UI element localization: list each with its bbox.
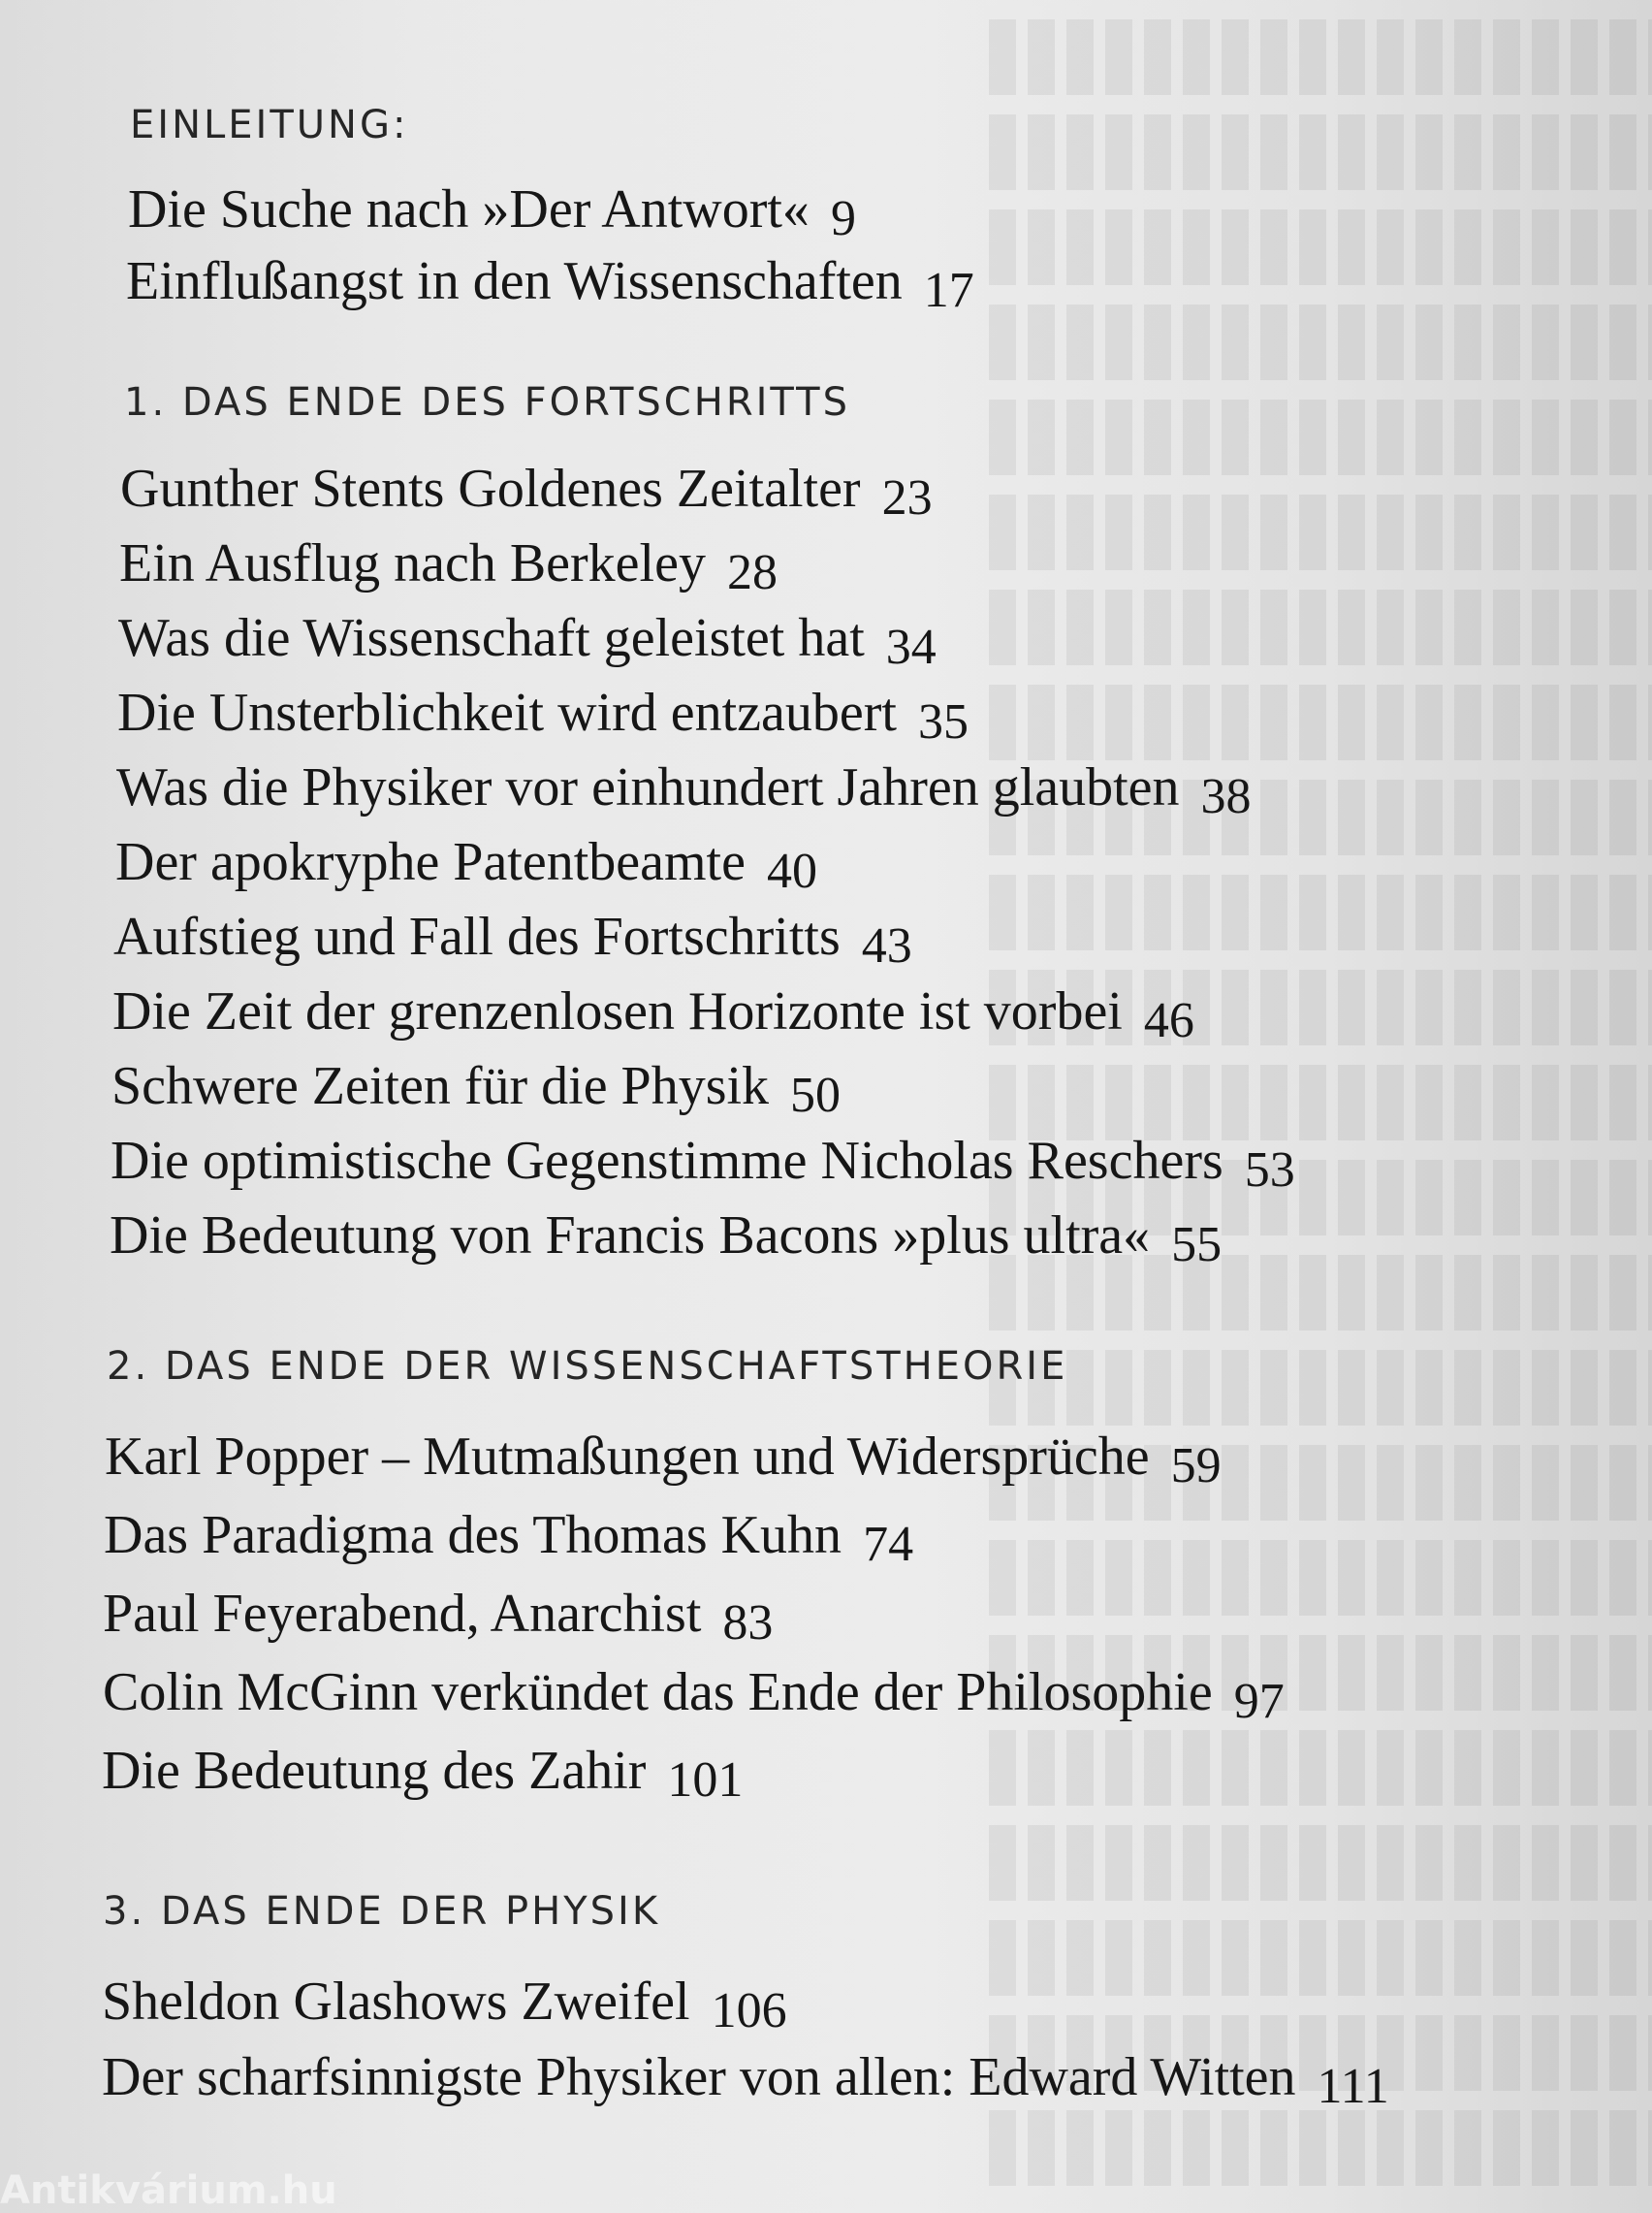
toc-entry	[117, 682, 969, 750]
page-number: 43	[861, 918, 912, 974]
section-heading-einleitung: EINLEITUNG:	[130, 103, 409, 147]
toc-entry	[110, 1204, 1223, 1272]
page-number: 74	[863, 1517, 914, 1572]
page-number: 35	[917, 694, 969, 750]
entry-title: Einflußangst in den Wissenschaften	[126, 251, 903, 311]
toc-entry	[116, 756, 1252, 824]
page-number: 38	[1200, 769, 1252, 824]
page-number: 111	[1317, 2059, 1389, 2114]
page-number: 53	[1244, 1142, 1295, 1198]
entry-title: Die Zeit der grenzenlosen Horizonte ist vorbei	[112, 981, 1123, 1042]
entry-title: Was die Physiker vor einhundert Jahren glaubten	[116, 757, 1180, 818]
page-number: 9	[830, 191, 856, 246]
page-number: 23	[881, 470, 933, 526]
page-number: 28	[726, 545, 778, 600]
toc-entry	[111, 1130, 1295, 1198]
bleed-through-text	[989, 0, 1652, 2203]
toc-entry	[102, 1740, 744, 1808]
entry-title: Die Unsterblichkeit wird entzaubert	[117, 683, 897, 743]
page-number: 55	[1171, 1217, 1223, 1272]
toc-entry	[126, 250, 974, 318]
toc-entry	[112, 980, 1194, 1048]
toc-entry	[119, 532, 778, 600]
section-heading-2: 2. DAS ENDE DER WISSENSCHAFTSTHEORIE	[107, 1344, 1068, 1389]
toc-entry	[102, 2046, 1389, 2114]
toc-entry	[128, 178, 856, 246]
toc-entry	[102, 1971, 787, 2038]
toc-entry	[120, 458, 933, 526]
entry-title: Ein Ausflug nach Berkeley	[119, 533, 706, 593]
section-heading-3: 3. DAS ENDE DER PHYSIK	[103, 1889, 661, 1934]
page-number: 83	[722, 1595, 774, 1651]
toc-entry	[103, 1583, 774, 1651]
page-number: 101	[667, 1752, 744, 1808]
toc-entry	[113, 906, 912, 974]
page-number: 46	[1143, 993, 1194, 1048]
page-number: 34	[885, 620, 937, 675]
page-number: 40	[766, 844, 817, 899]
entry-title: Der scharfsinnigste Physiker von allen: Edward Witten	[102, 2047, 1296, 2107]
page-number: 97	[1233, 1674, 1285, 1729]
toc-entry	[111, 1055, 842, 1123]
entry-title: Gunther Stents Goldenes Zeitalter	[120, 459, 861, 519]
entry-title: Colin McGinn verkündet das Ende der Philosophie	[103, 1662, 1213, 1722]
entry-title: Die Suche nach »Der Antwort«	[128, 179, 810, 240]
toc-entry	[104, 1504, 914, 1572]
page-number: 50	[790, 1068, 842, 1123]
entry-title: Paul Feyerabend, Anarchist	[103, 1584, 702, 1644]
entry-title: Die Bedeutung des Zahir	[102, 1741, 647, 1801]
watermark: Antikvárium.hu	[0, 2168, 337, 2213]
entry-title: Der apokryphe Patentbeamte	[115, 832, 746, 892]
entry-title: Karl Popper – Mutmaßungen und Widersprüche	[105, 1427, 1150, 1487]
page-number: 17	[923, 263, 974, 318]
entry-title: Was die Wissenschaft geleistet hat	[118, 608, 865, 668]
page-number: 106	[711, 1983, 787, 2038]
toc-entry	[115, 831, 817, 899]
entry-title: Aufstieg und Fall des Fortschritts	[113, 907, 841, 967]
page-number: 59	[1170, 1438, 1222, 1493]
toc-entry	[118, 607, 937, 675]
toc-entry	[103, 1661, 1285, 1729]
entry-title: Die Bedeutung von Francis Bacons »plus ultra«	[110, 1205, 1151, 1266]
entry-title: Sheldon Glashows Zweifel	[102, 1972, 690, 2032]
entry-title: Schwere Zeiten für die Physik	[111, 1056, 770, 1116]
entry-title: Das Paradigma des Thomas Kuhn	[104, 1505, 842, 1565]
entry-title: Die optimistische Gegenstimme Nicholas Reschers	[111, 1131, 1223, 1191]
section-heading-1: 1. DAS ENDE DES FORTSCHRITTS	[124, 380, 850, 425]
toc-entry	[105, 1426, 1222, 1493]
